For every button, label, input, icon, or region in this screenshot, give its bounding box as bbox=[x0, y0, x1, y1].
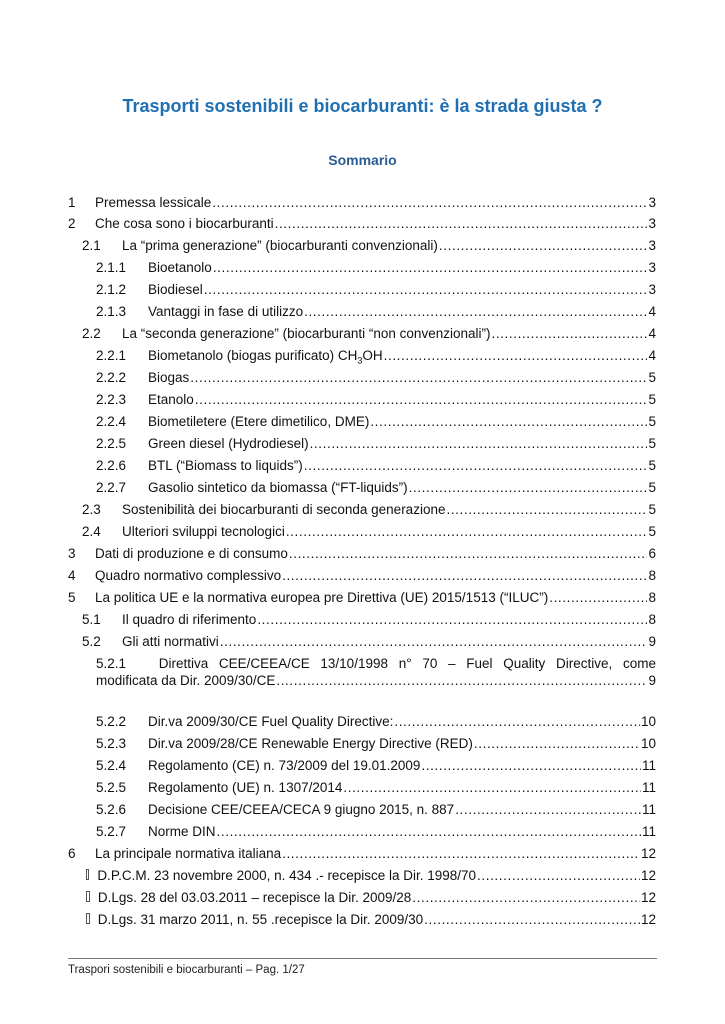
toc-entry[interactable] bbox=[96, 655, 656, 689]
dot-leader bbox=[310, 435, 648, 452]
dot-leader bbox=[394, 713, 640, 730]
toc-entry-label: Il quadro di riferimento bbox=[122, 612, 257, 627]
label-word: – bbox=[448, 656, 456, 671]
toc-entry-number: 2.2.2 bbox=[96, 370, 127, 385]
toc-entry-number: 5.2.1 bbox=[96, 656, 127, 671]
toc-entry-label: Gasolio sintetico da biomassa (“FT-liquids”) bbox=[148, 480, 408, 495]
dot-leader bbox=[491, 325, 647, 342]
toc-entry-page: 5 bbox=[648, 392, 656, 407]
toc-entry-number: 2.4 bbox=[82, 524, 101, 539]
dot-leader bbox=[412, 889, 640, 906]
toc-entry-line bbox=[96, 672, 656, 689]
toc-entry-page: 8 bbox=[648, 612, 656, 627]
dot-leader bbox=[276, 672, 647, 689]
toc-entry-label: modificata da Dir. 2009/30/CE bbox=[96, 673, 276, 688]
toc-entry-label: La principale normativa italiana bbox=[95, 846, 282, 861]
toc-entry-label: Biodiesel bbox=[148, 282, 203, 297]
toc-entry-number: 3 bbox=[68, 546, 76, 561]
toc-entry-number: 5.2.5 bbox=[96, 780, 127, 795]
toc-entry-page: 9 bbox=[648, 673, 656, 688]
toc-entry[interactable] bbox=[96, 281, 656, 298]
label-text: Biometanolo (biogas purificato) CH bbox=[148, 348, 358, 363]
toc-entry-label: D.Lgs. 28 del 03.03.2011 – recepisce la Dir. 2009/28 bbox=[97, 890, 412, 905]
toc-entry-page: 11 bbox=[641, 824, 656, 839]
toc-entry-number: 5.1 bbox=[82, 612, 101, 627]
toc-entry[interactable] bbox=[86, 889, 656, 906]
toc-entry-page: 12 bbox=[640, 912, 656, 927]
bullet-box-icon bbox=[86, 913, 90, 924]
dot-leader bbox=[282, 845, 640, 862]
dot-leader bbox=[304, 457, 648, 474]
dot-leader bbox=[549, 589, 647, 606]
toc-entry-number: 2.2.4 bbox=[96, 414, 127, 429]
toc-entry-page: 8 bbox=[648, 590, 656, 605]
toc-entry-page: 4 bbox=[648, 326, 656, 341]
dot-leader bbox=[286, 523, 648, 540]
toc-entry-page: 11 bbox=[641, 780, 656, 795]
toc-entry[interactable] bbox=[96, 713, 656, 730]
label-word: CEE/CEEA/CE bbox=[218, 656, 310, 671]
label-word: n° bbox=[398, 656, 412, 671]
toc-entry-page: 3 bbox=[648, 216, 656, 231]
toc-entry-label: La politica UE e la normativa europea pre Direttiva (UE) 2015/1513 (“ILUC”) bbox=[95, 590, 549, 605]
toc-entry-page: 11 bbox=[641, 758, 656, 773]
toc-entry[interactable] bbox=[82, 633, 656, 650]
dot-leader bbox=[477, 867, 640, 884]
toc-entry[interactable] bbox=[96, 779, 656, 796]
bullet-box-icon bbox=[86, 891, 90, 902]
toc-entry-label: Biometiletere (Etere dimetilico, DME) bbox=[148, 414, 370, 429]
toc-entry-number: 5.2.2 bbox=[96, 714, 127, 729]
dot-leader bbox=[275, 215, 648, 232]
toc-entry[interactable] bbox=[96, 391, 656, 408]
dot-leader bbox=[455, 801, 641, 818]
dot-leader bbox=[257, 611, 647, 628]
toc-entry-number: 4 bbox=[68, 568, 76, 583]
toc-entry-number: 2.1.2 bbox=[96, 282, 127, 297]
toc-entry-number: 2.1 bbox=[82, 238, 101, 253]
toc-entry-page: 6 bbox=[648, 546, 656, 561]
toc-entry-number: 2.2.5 bbox=[96, 436, 127, 451]
toc-entry-number: 5.2.7 bbox=[96, 824, 127, 839]
toc-entry-number: 5 bbox=[68, 590, 76, 605]
toc-entry[interactable] bbox=[96, 347, 656, 364]
toc-entry-label: La “prima generazione” (biocarburanti convenzionali) bbox=[122, 238, 438, 253]
toc-entry-label: Ulteriori sviluppi tecnologici bbox=[122, 524, 285, 539]
toc-entry-label: Norme DIN bbox=[148, 824, 216, 839]
dot-leader bbox=[195, 391, 648, 408]
toc-entry[interactable] bbox=[68, 567, 656, 584]
toc-entry-label: D.P.C.M. 23 novembre 2000, n. 434 .- recepisce la Dir. 1998/70 bbox=[97, 868, 477, 883]
toc-entry-label: Dir.va 2009/30/CE Fuel Quality Directive: bbox=[148, 714, 394, 729]
toc-entry[interactable] bbox=[96, 735, 656, 752]
toc-entry[interactable] bbox=[68, 589, 656, 606]
dot-leader bbox=[343, 779, 641, 796]
label-word: Fuel bbox=[466, 656, 493, 671]
toc-entry[interactable] bbox=[96, 369, 656, 386]
toc-entry-number: 2.2.3 bbox=[96, 392, 127, 407]
document-title: Trasporti sostenibili e biocarburanti: è la strada giusta ? bbox=[122, 96, 603, 116]
toc-entry-line bbox=[96, 655, 656, 672]
toc-entry-label: Che cosa sono i biocarburanti bbox=[95, 216, 274, 231]
toc-entry-number: 2.2.1 bbox=[96, 348, 127, 363]
toc-entry[interactable] bbox=[96, 303, 656, 320]
toc-entry-number: 5.2.6 bbox=[96, 802, 127, 817]
toc-entry-number: 6 bbox=[68, 846, 76, 861]
dot-leader bbox=[424, 911, 640, 928]
toc-entry-page: 3 bbox=[648, 260, 656, 275]
toc-entry-label: Vantaggi in fase di utilizzo bbox=[148, 304, 304, 319]
toc-entry-label: Premessa lessicale bbox=[95, 195, 212, 210]
dot-leader bbox=[213, 259, 648, 276]
toc-entry-page: 12 bbox=[640, 846, 656, 861]
toc-entry-page: 12 bbox=[640, 868, 656, 883]
toc-entry-page: 5 bbox=[648, 436, 656, 451]
label-word: Quality bbox=[503, 656, 546, 671]
toc-entry-page: 3 bbox=[648, 238, 656, 253]
toc-entry[interactable] bbox=[82, 611, 656, 628]
toc-entry[interactable] bbox=[82, 523, 656, 540]
dot-leader bbox=[446, 501, 647, 518]
toc-entry-number: 2.1.3 bbox=[96, 304, 127, 319]
toc-entry-page: 10 bbox=[640, 736, 656, 751]
dot-leader bbox=[289, 545, 648, 562]
toc-entry[interactable] bbox=[96, 801, 656, 818]
toc-entry-label: Bioetanolo bbox=[148, 260, 212, 275]
toc-entry-label bbox=[148, 347, 383, 364]
label-word: 70 bbox=[422, 656, 438, 671]
toc-entry-label: Gli atti normativi bbox=[122, 634, 219, 649]
toc-entry[interactable] bbox=[68, 545, 656, 562]
toc-entry-page: 10 bbox=[640, 714, 656, 729]
label-word: come bbox=[622, 656, 656, 671]
toc-entry-page: 3 bbox=[648, 282, 656, 297]
toc-entry-label: Dir.va 2009/28/CE Renewable Energy Directive (RED) bbox=[148, 736, 473, 751]
toc-entry[interactable] bbox=[96, 823, 656, 840]
toc-entry-page: 5 bbox=[648, 480, 656, 495]
dot-leader bbox=[190, 369, 647, 386]
dot-leader bbox=[384, 347, 648, 364]
toc-entry-number: 2.2.7 bbox=[96, 480, 127, 495]
toc-entry[interactable] bbox=[68, 845, 656, 862]
toc-entry[interactable] bbox=[82, 325, 656, 342]
toc-entry-number: 2.2.6 bbox=[96, 458, 127, 473]
footer-divider bbox=[68, 958, 657, 959]
toc-entry-label: Etanolo bbox=[148, 392, 194, 407]
toc-heading: Sommario bbox=[328, 152, 397, 168]
toc-entry-label: Quadro normativo complessivo bbox=[95, 568, 282, 583]
toc-entry-number: 2 bbox=[68, 216, 76, 231]
toc-entry-number: 5.2.3 bbox=[96, 736, 127, 751]
toc-entry-page: 5 bbox=[648, 524, 656, 539]
dot-leader bbox=[282, 567, 647, 584]
toc-entry-number: 2.2 bbox=[82, 326, 101, 341]
dot-leader bbox=[409, 479, 648, 496]
toc-entry[interactable] bbox=[68, 194, 656, 211]
toc-entry[interactable] bbox=[86, 867, 656, 884]
toc-entry-page: 12 bbox=[640, 890, 656, 905]
toc-entry[interactable] bbox=[68, 215, 656, 232]
toc-entry[interactable] bbox=[82, 237, 656, 254]
toc-entry-label: Regolamento (CE) n. 73/2009 del 19.01.2009 bbox=[148, 758, 421, 773]
bullet-box-icon bbox=[86, 869, 89, 880]
toc-entry[interactable] bbox=[96, 757, 656, 774]
toc-entry-number: 5.2 bbox=[82, 634, 101, 649]
toc-entry-number: 5.2.4 bbox=[96, 758, 127, 773]
toc-entry-label: Decisione CEE/CEEA/CECA 9 giugno 2015, n. 887 bbox=[148, 802, 455, 817]
toc-entry[interactable] bbox=[86, 911, 656, 928]
toc-entry[interactable] bbox=[82, 501, 656, 518]
toc-entry-page: 9 bbox=[648, 634, 656, 649]
toc-entry-label: BTL (“Biomass to liquids”) bbox=[148, 458, 303, 473]
toc-entry-number: 2.3 bbox=[82, 502, 101, 517]
toc-entry-page: 11 bbox=[641, 802, 656, 817]
dot-leader bbox=[204, 281, 648, 298]
dot-leader bbox=[212, 194, 647, 211]
toc-entry-page: 8 bbox=[648, 568, 656, 583]
toc-entry-label: D.Lgs. 31 marzo 2011, n. 55 .recepisce la Dir. 2009/30 bbox=[97, 912, 424, 927]
label-word: 13/10/1998 bbox=[320, 656, 388, 671]
toc-entry-label: Biogas bbox=[148, 370, 190, 385]
dot-leader bbox=[220, 633, 648, 650]
toc-entry[interactable] bbox=[96, 259, 656, 276]
toc-entry[interactable] bbox=[96, 435, 656, 452]
toc-entry-page: 5 bbox=[648, 414, 656, 429]
toc-entry-page: 5 bbox=[648, 370, 656, 385]
dot-leader bbox=[474, 735, 640, 752]
page-footer: Traspori sostenibili e biocarburanti – Pag. 1/27 bbox=[68, 964, 305, 976]
toc-entry[interactable] bbox=[96, 413, 656, 430]
dot-leader bbox=[217, 823, 641, 840]
dot-leader bbox=[421, 757, 641, 774]
toc-entry-page: 3 bbox=[648, 195, 656, 210]
toc-entry-label: Sostenibilità dei biocarburanti di seconda generazione bbox=[122, 502, 446, 517]
label-word: Direttiva bbox=[158, 656, 209, 671]
toc-entry-number: 2.1.1 bbox=[96, 260, 127, 275]
toc-entry-page: 4 bbox=[648, 304, 656, 319]
toc-entry-label: Green diesel (Hydrodiesel) bbox=[148, 436, 309, 451]
toc-entry-label: La “seconda generazione” (biocarburanti “non convenzionali”) bbox=[122, 326, 491, 341]
label-text: OH bbox=[362, 348, 383, 363]
toc-entry-label: Regolamento (UE) n. 1307/2014 bbox=[148, 780, 343, 795]
toc-entry-page: 5 bbox=[648, 458, 656, 473]
toc-entry-label: Dati di produzione e di consumo bbox=[95, 546, 288, 561]
toc-entry-number: 1 bbox=[68, 195, 76, 210]
dot-leader bbox=[304, 303, 647, 320]
toc-entry-page: 5 bbox=[648, 502, 656, 517]
dot-leader bbox=[439, 237, 648, 254]
label-word: Directive, bbox=[555, 656, 613, 671]
toc-entry[interactable] bbox=[96, 457, 656, 474]
toc-entry[interactable] bbox=[96, 479, 656, 496]
label-subscript: 3 bbox=[357, 355, 363, 366]
dot-leader bbox=[370, 413, 647, 430]
toc-entry-page: 4 bbox=[648, 348, 656, 363]
